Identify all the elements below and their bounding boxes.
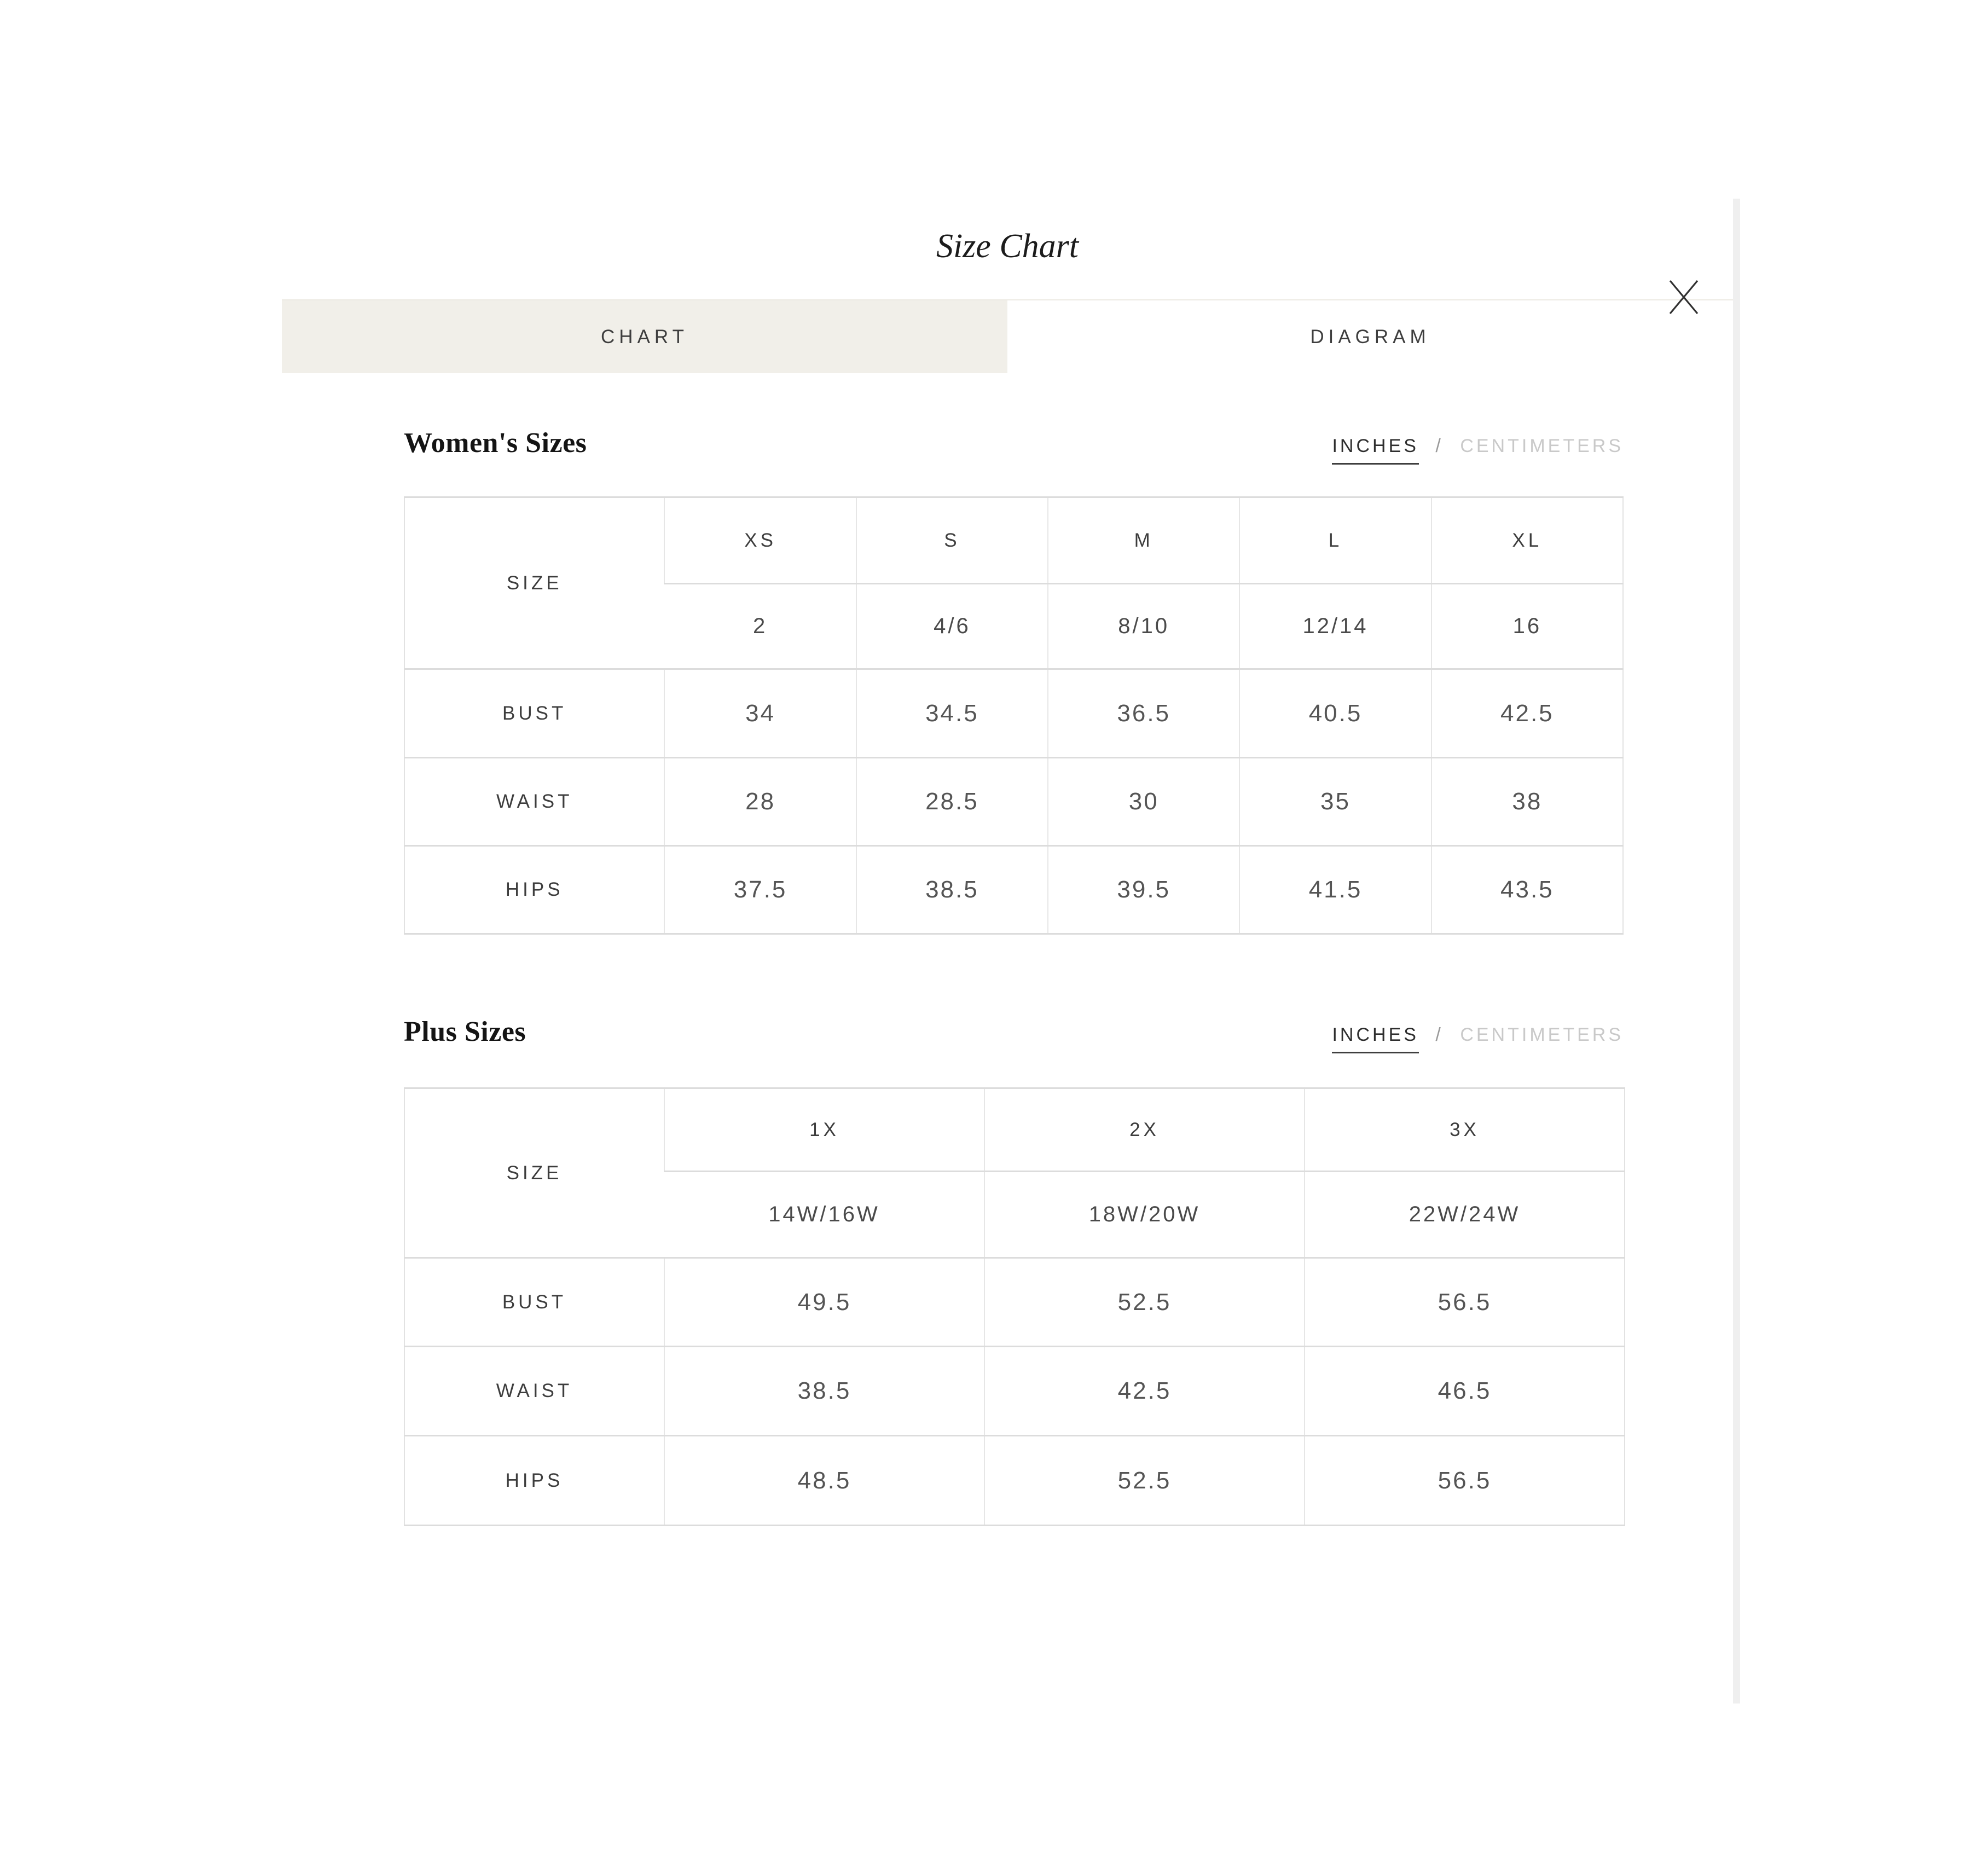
table-row	[404, 1347, 1625, 1436]
value-cell: 49.5	[664, 1258, 984, 1347]
size-number-cell: 8/10	[1048, 584, 1239, 669]
row-label-cell: BUST	[404, 1258, 664, 1347]
value-cell: 42.5	[1431, 669, 1623, 758]
value-cell: 34	[664, 669, 856, 758]
value-cell: 30	[1048, 758, 1239, 846]
unit-toggle	[1332, 436, 1624, 457]
section-heading: Women's Sizes	[404, 427, 587, 459]
page-title: Size Chart	[936, 228, 1079, 265]
row-label-cell: HIPS	[404, 846, 664, 934]
column-header-cell: L	[1239, 497, 1431, 584]
value-cell: 42.5	[984, 1347, 1305, 1436]
tab-chart[interactable]	[282, 300, 1007, 373]
unit-separator: /	[1435, 436, 1444, 457]
column-header-cell: 2X	[984, 1088, 1305, 1172]
value-cell: 46.5	[1305, 1347, 1625, 1436]
table-row	[404, 1436, 1625, 1526]
row-label-cell: BUST	[404, 669, 664, 758]
modal-scrollbar[interactable]	[1733, 199, 1740, 1703]
column-header-cell: S	[856, 497, 1048, 584]
value-cell: 38.5	[856, 846, 1048, 934]
table-row	[404, 1088, 1625, 1172]
column-header-cell: XS	[664, 497, 856, 584]
size-number-cell: 14W/16W	[664, 1172, 984, 1258]
womens-sizes-table	[404, 496, 1624, 935]
table-row	[404, 758, 1623, 846]
size-number-cell: 4/6	[856, 584, 1048, 669]
close-button[interactable]	[1666, 277, 1701, 316]
unit-centimeters-link[interactable]: CENTIMETERS	[1460, 436, 1624, 457]
unit-separator: /	[1435, 1024, 1444, 1046]
row-label-cell: WAIST	[404, 1347, 664, 1436]
table-row	[404, 669, 1623, 758]
value-cell: 52.5	[984, 1436, 1305, 1526]
table-row	[404, 1258, 1625, 1347]
column-header-cell: 3X	[1305, 1088, 1625, 1172]
unit-inches-link[interactable]: INCHES	[1332, 1024, 1418, 1053]
table-row	[404, 846, 1623, 934]
row-label-cell: HIPS	[404, 1436, 664, 1526]
value-cell: 35	[1239, 758, 1431, 846]
section-heading: Plus Sizes	[404, 1016, 526, 1048]
plus-sizes-header	[404, 1016, 1624, 1048]
unit-toggle	[1332, 1024, 1624, 1046]
row-label-cell: WAIST	[404, 758, 664, 846]
unit-inches-link[interactable]: INCHES	[1332, 436, 1418, 465]
value-cell: 36.5	[1048, 669, 1239, 758]
tab-bar	[282, 299, 1733, 373]
close-icon	[1668, 279, 1699, 315]
size-number-cell: 16	[1431, 584, 1623, 669]
unit-centimeters-link[interactable]: CENTIMETERS	[1460, 1024, 1624, 1046]
value-cell: 38	[1431, 758, 1623, 846]
value-cell: 28.5	[856, 758, 1048, 846]
corner-size-cell: SIZE	[506, 572, 563, 594]
size-number-cell: 12/14	[1239, 584, 1431, 669]
value-cell: 38.5	[664, 1347, 984, 1436]
value-cell: 40.5	[1239, 669, 1431, 758]
tab-diagram-label: DIAGRAM	[1310, 326, 1430, 347]
size-number-cell: 22W/24W	[1305, 1172, 1625, 1258]
size-chart-modal	[282, 199, 1740, 1703]
womens-sizes-header	[404, 427, 1624, 459]
table-row	[404, 497, 1623, 584]
tab-diagram[interactable]	[1007, 300, 1733, 373]
value-cell: 37.5	[664, 846, 856, 934]
value-cell: 34.5	[856, 669, 1048, 758]
column-header-cell: M	[1048, 497, 1239, 584]
column-header-cell: XL	[1431, 497, 1623, 584]
corner-size-cell: SIZE	[506, 1162, 563, 1184]
value-cell: 48.5	[664, 1436, 984, 1526]
value-cell: 43.5	[1431, 846, 1623, 934]
modal-content	[282, 229, 1733, 1526]
size-number-cell: 2	[664, 584, 856, 669]
plus-sizes-table	[404, 1087, 1625, 1526]
tab-chart-label: CHART	[601, 326, 688, 347]
value-cell: 39.5	[1048, 846, 1239, 934]
size-number-cell: 18W/20W	[984, 1172, 1305, 1258]
value-cell: 28	[664, 758, 856, 846]
column-header-cell: 1X	[664, 1088, 984, 1172]
value-cell: 41.5	[1239, 846, 1431, 934]
value-cell: 56.5	[1305, 1436, 1625, 1526]
value-cell: 56.5	[1305, 1258, 1625, 1347]
modal-body	[282, 427, 1733, 1526]
value-cell: 52.5	[984, 1258, 1305, 1347]
